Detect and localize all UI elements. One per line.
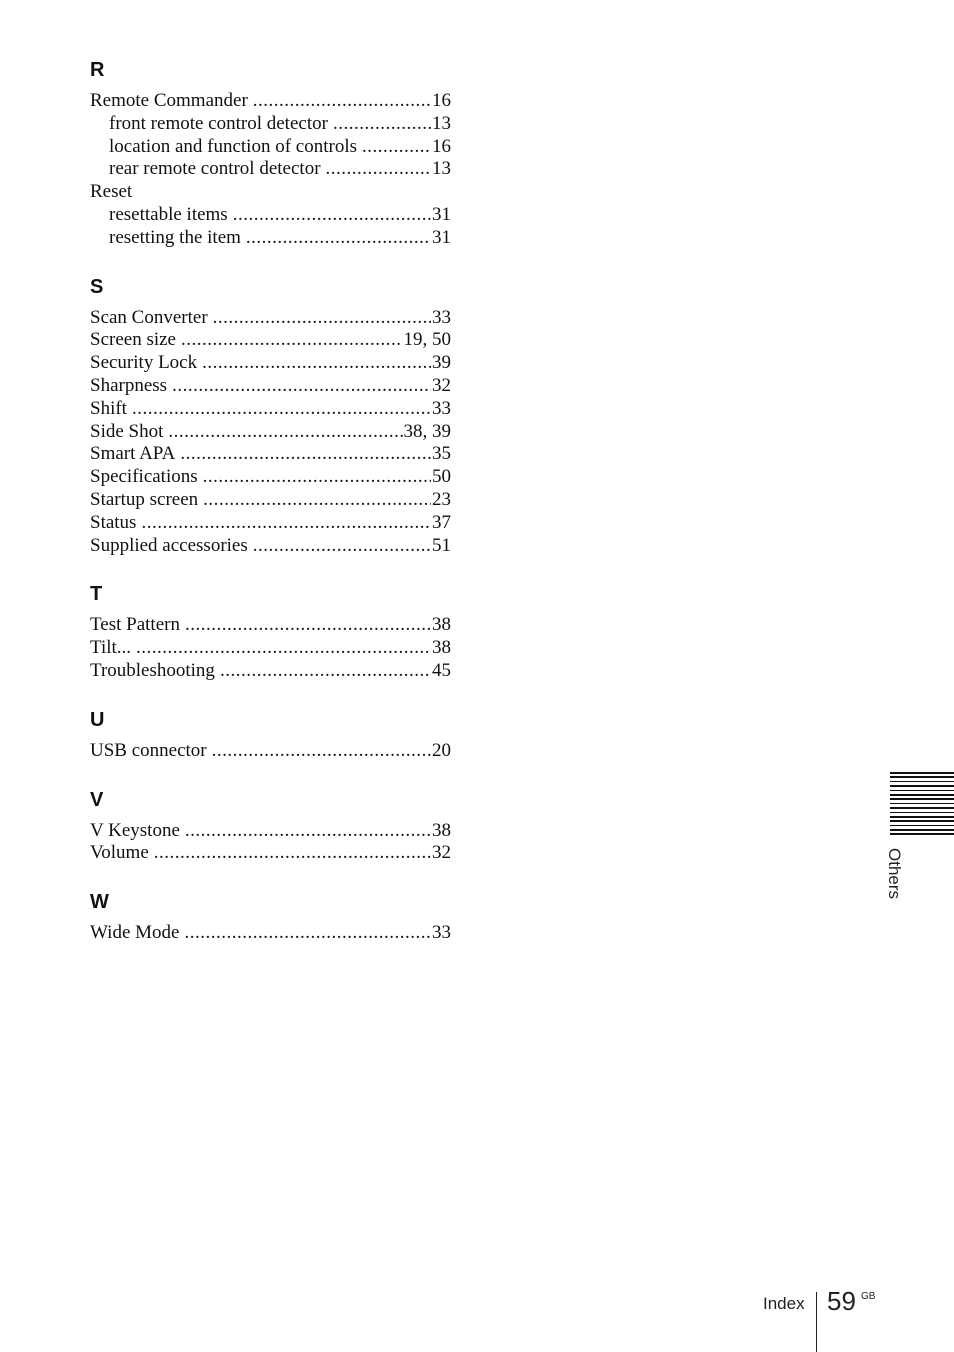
entry-page-ref: 38, 39 (403, 420, 451, 442)
entry-term: Side Shot (90, 420, 164, 442)
dot-leader (185, 614, 431, 637)
section-letter: S (90, 275, 104, 298)
index-entry (90, 329, 451, 352)
entry-term: Scan Converter (90, 306, 208, 328)
tab-line (890, 790, 954, 792)
tab-line (890, 803, 954, 805)
index-entry (90, 820, 451, 843)
entry-term: Security Lock (90, 352, 198, 374)
tab-line (890, 825, 954, 827)
index-entry (90, 398, 451, 421)
dot-leader (202, 352, 431, 375)
dot-leader (136, 637, 431, 660)
entry-page-ref: 45 (432, 659, 451, 681)
tab-line (890, 833, 954, 835)
entry-term: resetting the item (109, 226, 241, 248)
index-entry (90, 375, 451, 398)
entry-page-ref: 33 (432, 306, 451, 328)
index-section (90, 273, 451, 558)
dot-leader (253, 90, 431, 113)
dot-leader (185, 820, 431, 843)
dot-leader (141, 512, 431, 535)
index-entry (90, 512, 451, 535)
index-entry (90, 181, 451, 204)
tab-line (890, 820, 954, 822)
entry-term: location and function of controls (109, 135, 357, 157)
entry-page-ref: 38 (432, 637, 451, 659)
dot-leader (233, 204, 431, 227)
entry-page-ref: 20 (432, 739, 451, 761)
entry-term: Shift (90, 397, 127, 419)
index-entry (90, 535, 451, 558)
entry-page-ref: 37 (432, 511, 451, 533)
page-number-suffix: GB (861, 1291, 876, 1302)
dot-leader (333, 113, 431, 136)
index-entry (90, 90, 451, 113)
tab-line (890, 798, 954, 800)
entry-page-ref: 51 (432, 534, 451, 556)
dot-leader (212, 740, 431, 763)
index-entry (90, 614, 451, 637)
entry-term: Specifications (90, 466, 198, 488)
dot-leader (253, 535, 431, 558)
side-tab-label: Others (885, 848, 904, 900)
dot-leader (203, 466, 431, 489)
entry-page-ref: 32 (432, 842, 451, 864)
entry-term: V Keystone (90, 819, 180, 841)
index-entry (90, 637, 451, 660)
footer-section-label: Index (763, 1294, 805, 1313)
entry-term: Startup screen (90, 488, 199, 510)
section-letter: T (90, 583, 103, 606)
index-entry (90, 352, 451, 375)
tab-line (890, 785, 954, 787)
entry-term: Sharpness (90, 374, 168, 396)
entry-page-ref: 35 (432, 443, 451, 465)
index-entry (90, 421, 451, 444)
tab-line (890, 781, 954, 783)
dot-leader (172, 375, 431, 398)
section-letter: R (90, 59, 105, 81)
tab-line (890, 794, 954, 796)
index-entry (90, 740, 451, 763)
index-entry (90, 922, 451, 945)
entry-term: rear remote control detector (109, 158, 321, 180)
entry-term: front remote control detector (109, 112, 328, 134)
entry-page-ref: 50 (432, 466, 451, 488)
section-tab-marker (890, 772, 954, 838)
index-entry (90, 307, 451, 330)
index-entry (90, 489, 451, 512)
entry-term: USB connector (90, 739, 207, 761)
entry-term: Supplied accessories (90, 534, 248, 556)
tab-line (890, 807, 954, 809)
index-subentry (90, 227, 451, 250)
page-number: 59 (827, 1286, 856, 1316)
index-section (90, 786, 451, 866)
dot-leader (132, 398, 431, 421)
tab-line (890, 812, 954, 814)
index-entry (90, 443, 451, 466)
index-subentry (90, 204, 451, 227)
entry-page-ref: 13 (432, 158, 451, 180)
index-subentry (90, 113, 451, 136)
entry-term: Status (90, 511, 137, 533)
dot-leader (362, 136, 431, 159)
index-subentry (90, 136, 451, 159)
entry-term: Volume (90, 842, 149, 864)
entry-page-ref: 33 (432, 397, 451, 419)
entry-term: Troubleshooting (90, 659, 215, 681)
entry-term: Remote Commander (90, 90, 248, 111)
index-column (90, 56, 451, 968)
entry-page-ref: 33 (432, 922, 451, 944)
tab-line (890, 776, 954, 778)
entry-term: Smart APA (90, 443, 176, 465)
index-entry (90, 466, 451, 489)
entry-term: Wide Mode (90, 922, 180, 944)
index-section (90, 580, 451, 682)
dot-leader (168, 421, 402, 444)
index-subentry (90, 158, 451, 181)
index-entry (90, 842, 451, 865)
entry-page-ref: 16 (432, 90, 451, 111)
tab-line (890, 772, 954, 774)
tab-line (890, 816, 954, 818)
entry-page-ref: 31 (432, 203, 451, 225)
index-section (90, 56, 451, 250)
tab-line (890, 829, 954, 831)
dot-leader (180, 443, 431, 466)
index-section (90, 888, 451, 945)
section-letter: U (90, 708, 105, 731)
dot-leader (154, 842, 431, 865)
entry-term: Test Pattern (90, 614, 180, 636)
entry-page-ref: 38 (432, 819, 451, 841)
entry-page-ref: 19, 50 (403, 329, 451, 351)
index-entry (90, 660, 451, 683)
entry-page-ref: 32 (432, 374, 451, 396)
dot-leader (181, 329, 403, 352)
entry-page-ref: 31 (432, 226, 451, 248)
section-letter: W (90, 891, 109, 914)
dot-leader (246, 227, 431, 250)
dot-leader (203, 489, 431, 512)
index-section (90, 706, 451, 763)
dot-leader (213, 307, 431, 330)
entry-term: resettable items (109, 203, 228, 225)
entry-term: Tilt... (90, 637, 132, 659)
entry-page-ref: 23 (432, 488, 451, 510)
entry-page-ref: 16 (432, 135, 451, 157)
section-letter: V (90, 788, 104, 811)
dot-leader (184, 922, 431, 945)
footer-divider (816, 1292, 817, 1352)
entry-page-ref: 13 (432, 112, 451, 134)
entry-term: Screen size (90, 329, 176, 351)
entry-page-ref: 38 (432, 614, 451, 636)
dot-leader (326, 158, 431, 181)
entry-page-ref: 39 (432, 352, 451, 374)
dot-leader (220, 660, 431, 683)
entry-term: Reset (90, 181, 133, 203)
